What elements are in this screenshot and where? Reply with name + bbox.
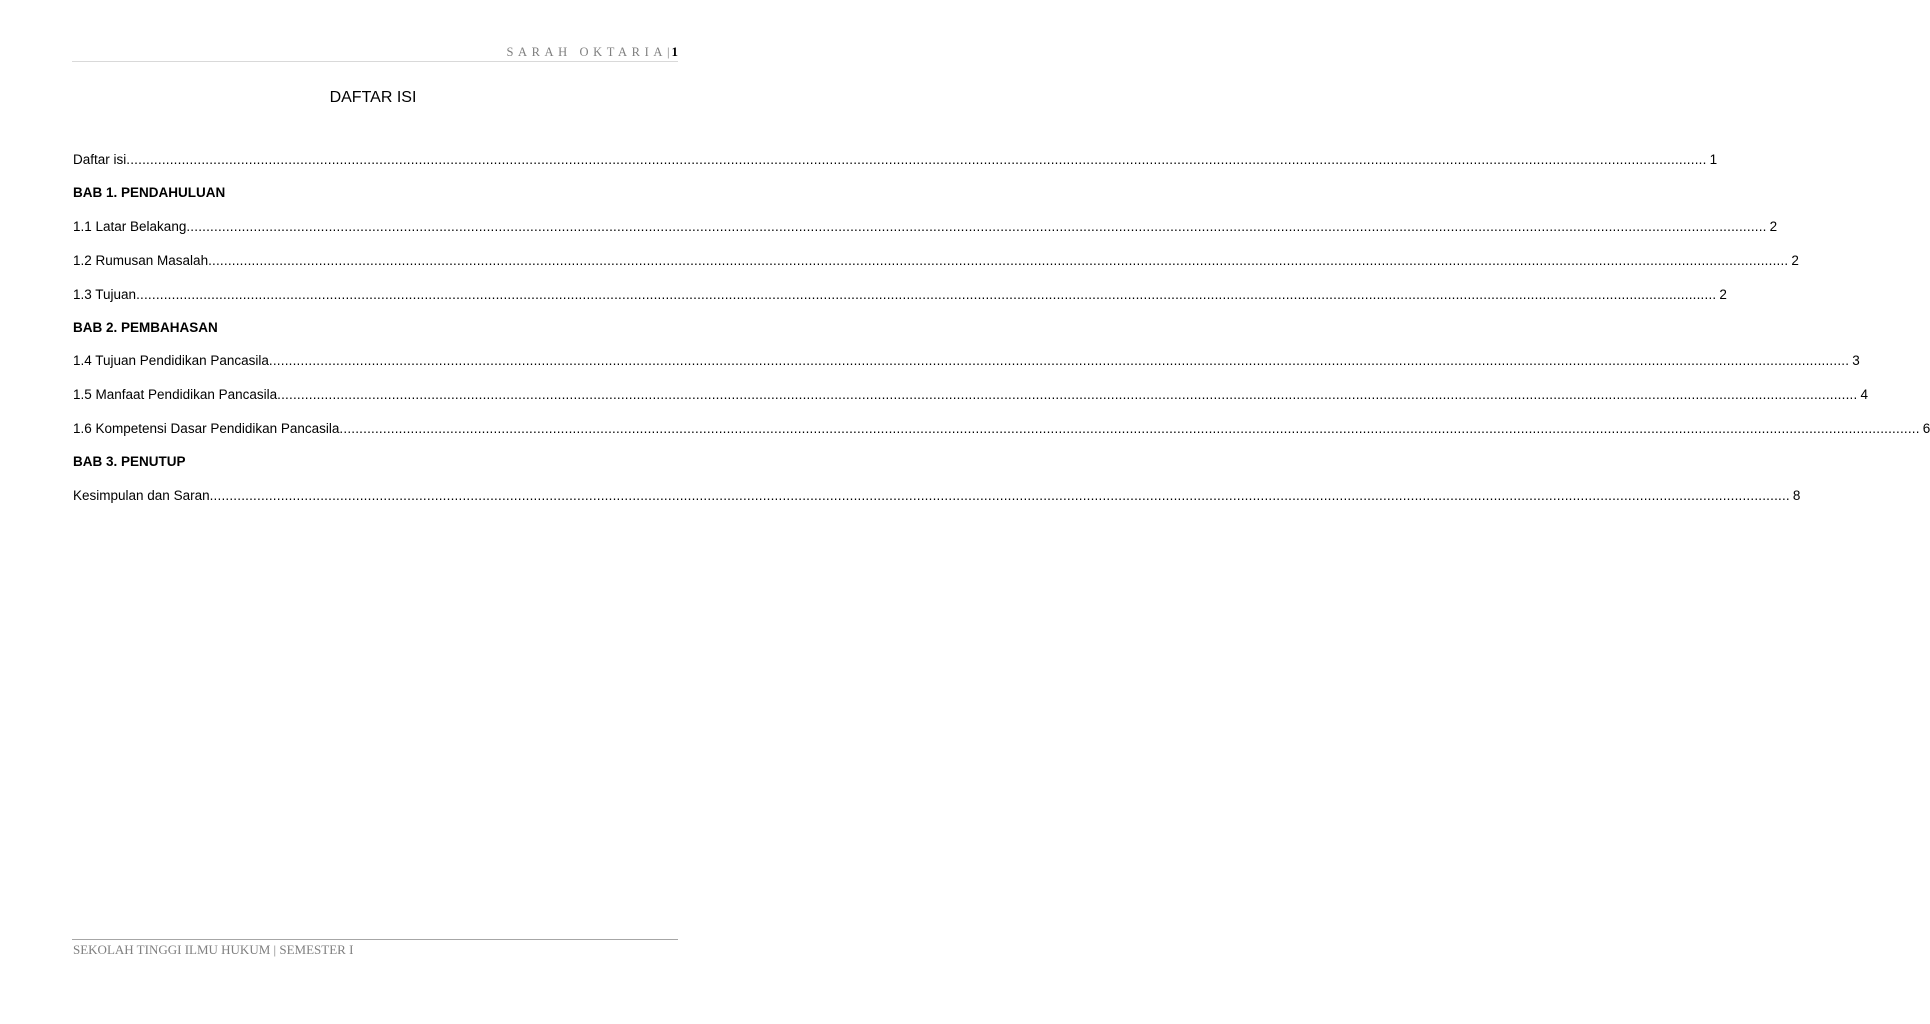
- toc-entry[interactable]: [73, 487, 1801, 505]
- toc-entry-page: 8: [1792, 488, 1801, 503]
- toc-chapter-heading: BAB 3. PENUTUP: [73, 454, 186, 469]
- toc-dot-leader: ................................................................................................................................................................................................................................................................................................................................................................................................................: [268, 353, 1850, 368]
- toc-entry[interactable]: [73, 352, 1860, 370]
- toc-entry[interactable]: [73, 252, 1799, 270]
- toc-entry-label: Kesimpulan dan Saran: [73, 488, 210, 503]
- toc-chapter-heading: BAB 1. PENDAHULUAN: [73, 185, 226, 200]
- toc-entry-label: Daftar isi: [73, 152, 127, 167]
- toc-entry-page: 2: [1769, 219, 1778, 234]
- toc-dot-leader: ................................................................................................................................................................................................................................................................................................................................................................................................................: [208, 253, 1789, 268]
- toc-entry[interactable]: [73, 286, 1727, 304]
- header-page-number: 1: [671, 44, 678, 59]
- toc-entry-page: 3: [1852, 353, 1860, 368]
- toc-entry-label: 1.1 Latar Belakang: [73, 219, 187, 234]
- toc-entry-label: 1.5 Manfaat Pendidikan Pancasila: [73, 387, 278, 402]
- toc-dot-leader: ................................................................................................................................................................................................................................................................................................................................................................................................................: [126, 152, 1707, 167]
- toc-entry-label: 1.4 Tujuan Pendidikan Pancasila: [73, 353, 269, 368]
- toc-entry[interactable]: [73, 218, 1778, 236]
- toc-chapter-heading: BAB 2. PEMBAHASAN: [73, 320, 218, 335]
- footer-divider: [72, 939, 678, 940]
- page-footer: SEKOLAH TINGGI ILMU HUKUM | SEMESTER I: [73, 942, 354, 957]
- header-divider: [72, 61, 678, 62]
- toc-entry[interactable]: [73, 151, 1718, 169]
- toc-dot-leader: ................................................................................................................................................................................................................................................................................................................................................................................................................: [186, 219, 1767, 234]
- toc-entry-label: 1.2 Rumusan Masalah: [73, 253, 209, 268]
- toc-entry[interactable]: [73, 420, 1930, 438]
- toc-entry[interactable]: [73, 386, 1868, 404]
- toc-entry-label: 1.3 Tujuan: [73, 287, 137, 302]
- header-author: SARAH OKTARIA: [506, 45, 667, 59]
- toc-entry-page: 2: [1719, 287, 1727, 302]
- toc-entry-label: 1.6 Kompetensi Dasar Pendidikan Pancasila: [73, 421, 340, 436]
- toc-entry-page: 6: [1922, 421, 1930, 436]
- toc-dot-leader: ................................................................................................................................................................................................................................................................................................................................................................................................................: [339, 421, 1920, 436]
- toc-entry-page: 1: [1709, 152, 1718, 167]
- toc-dot-leader: ................................................................................................................................................................................................................................................................................................................................................................................................................: [277, 387, 1858, 402]
- toc-entry-page: 2: [1791, 253, 1799, 268]
- page-header: [72, 44, 678, 60]
- page-title: DAFTAR ISI: [329, 89, 417, 106]
- toc-entry-page: 4: [1860, 387, 1868, 402]
- toc-dot-leader: ................................................................................................................................................................................................................................................................................................................................................................................................................: [136, 287, 1717, 302]
- header-separator: |: [666, 45, 670, 59]
- toc-dot-leader: ................................................................................................................................................................................................................................................................................................................................................................................................................: [209, 488, 1790, 503]
